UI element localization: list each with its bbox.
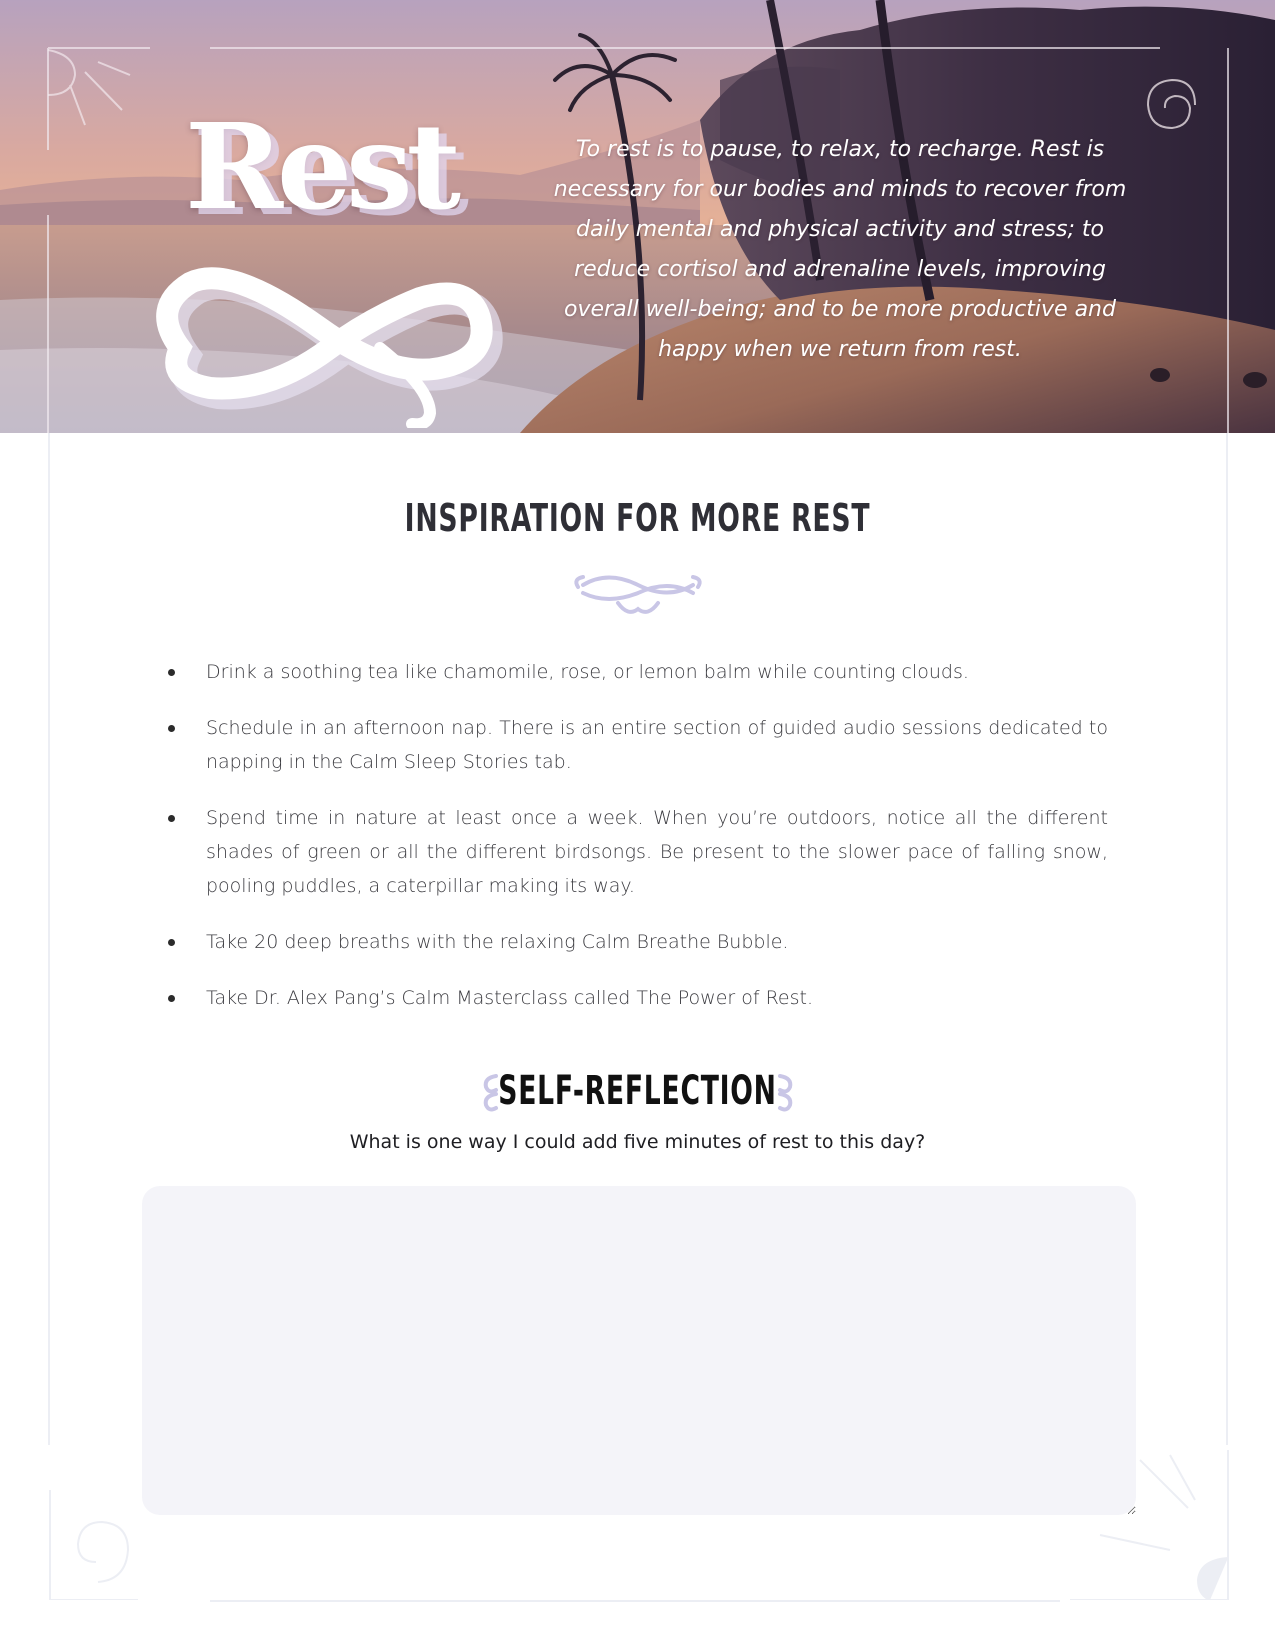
inspiration-heading: INSPIRATION FOR MORE REST (404, 496, 871, 540)
list-item (168, 801, 1108, 903)
frame-right-line (1226, 433, 1228, 1445)
list-item (168, 981, 1108, 1015)
hero-quote: To rest is to pause, to relax, to recharge. Rest is necessary for our bodies and minds to recover from daily mental and physical activity and stress; to reduce cortisol and adrenaline levels, improving overall well-being; and to be more productive and happy when we return from rest. (553, 137, 1127, 362)
bullet-icon (168, 669, 175, 676)
right-curl-ornament-icon (772, 1072, 796, 1114)
list-item-text: Take Dr. Alex Pang’s Calm Masterclass called The Power of Rest. (206, 987, 814, 1009)
rest-title-lettering (160, 97, 480, 408)
infinity-flourish-icon (140, 228, 520, 428)
reflection-prompt: What is one way I could add five minutes of rest to this day? (349, 1131, 926, 1153)
list-item (168, 925, 1108, 959)
frame-bottom-line (210, 1600, 1060, 1602)
bullet-icon (168, 815, 175, 822)
self-reflection-heading: SELF-REFLECTION (498, 1068, 777, 1114)
list-item-text: Spend time in nature at least once a week. When you’re outdoors, notice all the different shades of green or all the different birdsongs. Be present to the slower pace of falling snow, pooling puddles, a caterpillar making its way. (206, 807, 1108, 897)
list-item (168, 711, 1108, 779)
bullet-icon (168, 995, 175, 1002)
bullet-icon (168, 939, 175, 946)
list-item (168, 655, 1108, 689)
bullet-icon (168, 725, 175, 732)
flourish-ornament-icon (573, 565, 703, 621)
spiral-icon (1148, 80, 1195, 128)
sun-ray-icon (48, 50, 130, 125)
inspiration-list (168, 655, 1108, 1037)
list-item-text: Take 20 deep breaths with the relaxing Calm Breathe Bubble. (206, 931, 789, 953)
list-item-text: Schedule in an afternoon nap. There is an entire section of guided audio sessions dedicated to napping in the Calm Sleep Stories tab. (206, 717, 1108, 773)
list-item-text: Drink a soothing tea like chamomile, rose, or lemon balm while counting clouds. (206, 661, 969, 683)
reflection-answer-field[interactable] (142, 1186, 1136, 1515)
frame-left-line (48, 433, 50, 1445)
rest-title: Rest (184, 97, 456, 236)
hero-banner (0, 0, 1275, 433)
